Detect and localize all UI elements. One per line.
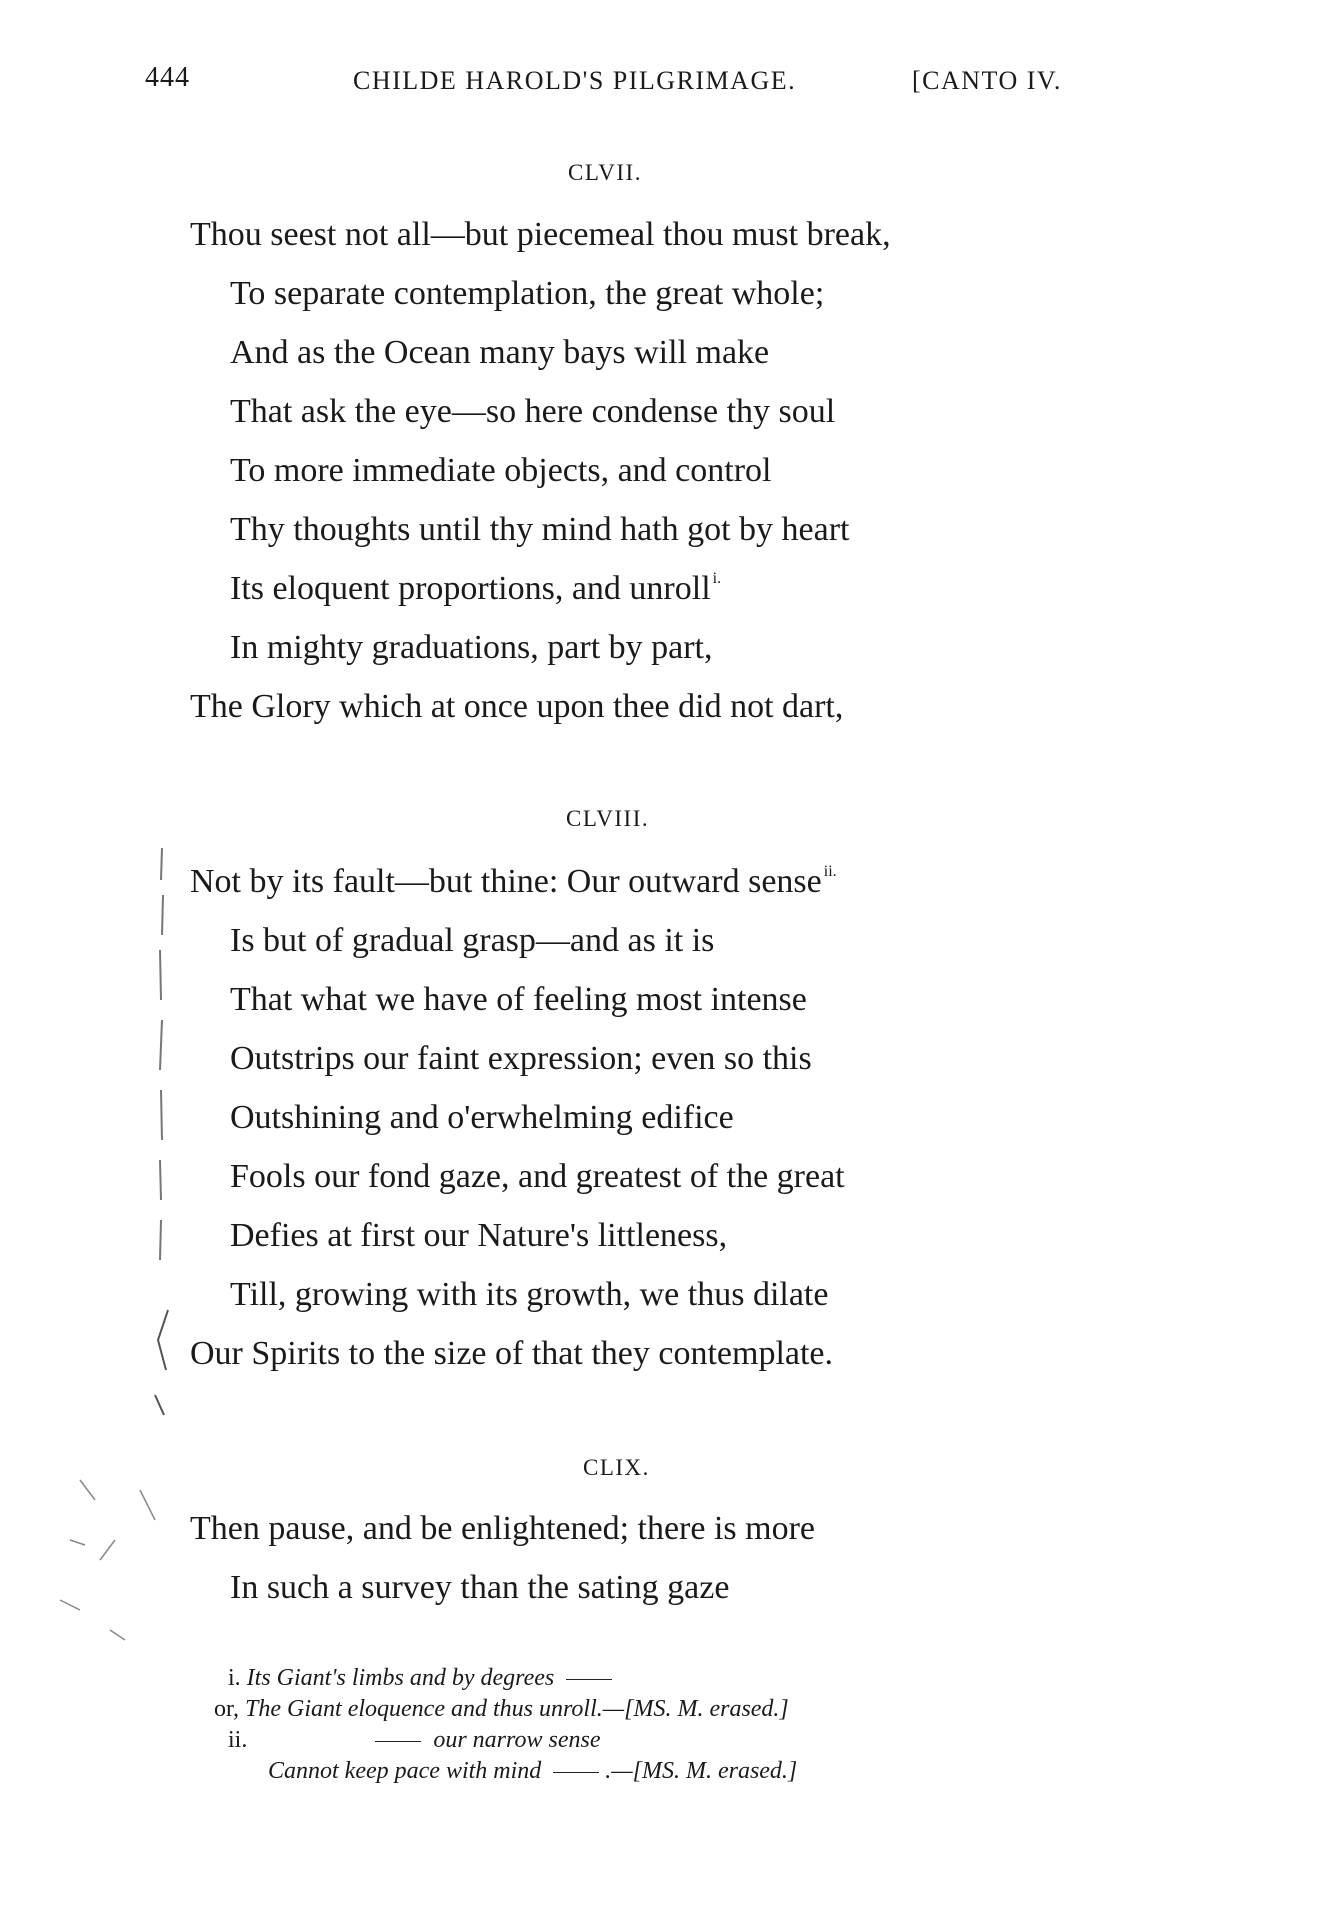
verse-line: In such a survey than the sating gaze bbox=[230, 1569, 730, 1606]
verse-line-with-note bbox=[230, 570, 721, 608]
footnote-marker: i. bbox=[712, 570, 722, 587]
stanza-heading-clviii: CLVIII. bbox=[566, 806, 650, 831]
verse-line: To more immediate objects, and control bbox=[230, 452, 772, 489]
page-number: 444 bbox=[145, 62, 190, 93]
verse-line: Thy thoughts until thy mind hath got by heart bbox=[230, 511, 850, 548]
dash-rule bbox=[553, 1772, 599, 1773]
verse-line-text: Not by its fault—but thine: Our outward sense bbox=[190, 863, 822, 900]
canto-label: [CANTO IV. bbox=[912, 66, 1062, 95]
footnote-label: i. bbox=[228, 1665, 241, 1691]
verse-line: Outshining and o'erwhelming edifice bbox=[230, 1099, 734, 1136]
margin-pencil-marks bbox=[40, 840, 180, 1800]
verse-line: Defies at first our Nature's littleness, bbox=[230, 1217, 728, 1254]
verse-line: Our Spirits to the size of that they contemplate. bbox=[190, 1335, 834, 1372]
footnote-source: .—[MS. M. erased.] bbox=[605, 1758, 798, 1784]
verse-line: That ask the eye—so here condense thy soul bbox=[230, 393, 836, 430]
footnote-line bbox=[214, 1696, 789, 1723]
margin-line-mark bbox=[160, 848, 163, 1260]
footnote-text: The Giant eloquence and thus unroll. bbox=[245, 1696, 603, 1722]
stanza-heading-clix: CLIX. bbox=[583, 1455, 650, 1480]
margin-scribble-mark bbox=[155, 1310, 168, 1415]
verse-line: To separate contemplation, the great whole; bbox=[230, 275, 825, 312]
footnote-line bbox=[268, 1758, 797, 1785]
verse-line: Fools our fond gaze, and greatest of the great bbox=[230, 1158, 845, 1195]
footnote-marker: ii. bbox=[823, 863, 837, 880]
verse-line: Thou seest not all—but piecemeal thou must break, bbox=[190, 216, 891, 253]
verse-line: That what we have of feeling most intense bbox=[230, 981, 807, 1018]
verse-line: Then pause, and be enlightened; there is more bbox=[190, 1510, 815, 1547]
verse-line-with-note bbox=[190, 863, 837, 901]
stanza-heading-clvii: CLVII. bbox=[568, 160, 642, 185]
verse-line: Outstrips our faint expression; even so this bbox=[230, 1040, 812, 1077]
running-header bbox=[145, 62, 1095, 102]
footnote-line bbox=[228, 1727, 600, 1754]
dash-rule bbox=[566, 1679, 612, 1680]
footnote-text: our narrow sense bbox=[433, 1727, 601, 1753]
footnote-label: or, bbox=[214, 1696, 240, 1722]
footnote-source: —[MS. M. erased.] bbox=[602, 1696, 789, 1722]
footnote-text: Cannot keep pace with mind bbox=[268, 1758, 542, 1784]
verse-line: Till, growing with its growth, we thus dilate bbox=[230, 1276, 829, 1313]
verse-line: The Glory which at once upon thee did not dart, bbox=[190, 688, 844, 725]
verse-line: And as the Ocean many bays will make bbox=[230, 334, 770, 371]
margin-smudge-mark bbox=[60, 1480, 155, 1640]
footnote-label: ii. bbox=[228, 1727, 248, 1753]
running-title: CHILDE HAROLD'S PILGRIMAGE. bbox=[353, 66, 797, 95]
footnote-text: Its Giant's limbs and by degrees bbox=[246, 1665, 555, 1691]
verse-line: In mighty graduations, part by part, bbox=[230, 629, 713, 666]
verse-line: Is but of gradual grasp—and as it is bbox=[230, 922, 715, 959]
footnote-line bbox=[228, 1665, 618, 1692]
dash-rule bbox=[375, 1741, 421, 1742]
verse-line-text: Its eloquent proportions, and unroll bbox=[230, 570, 711, 607]
